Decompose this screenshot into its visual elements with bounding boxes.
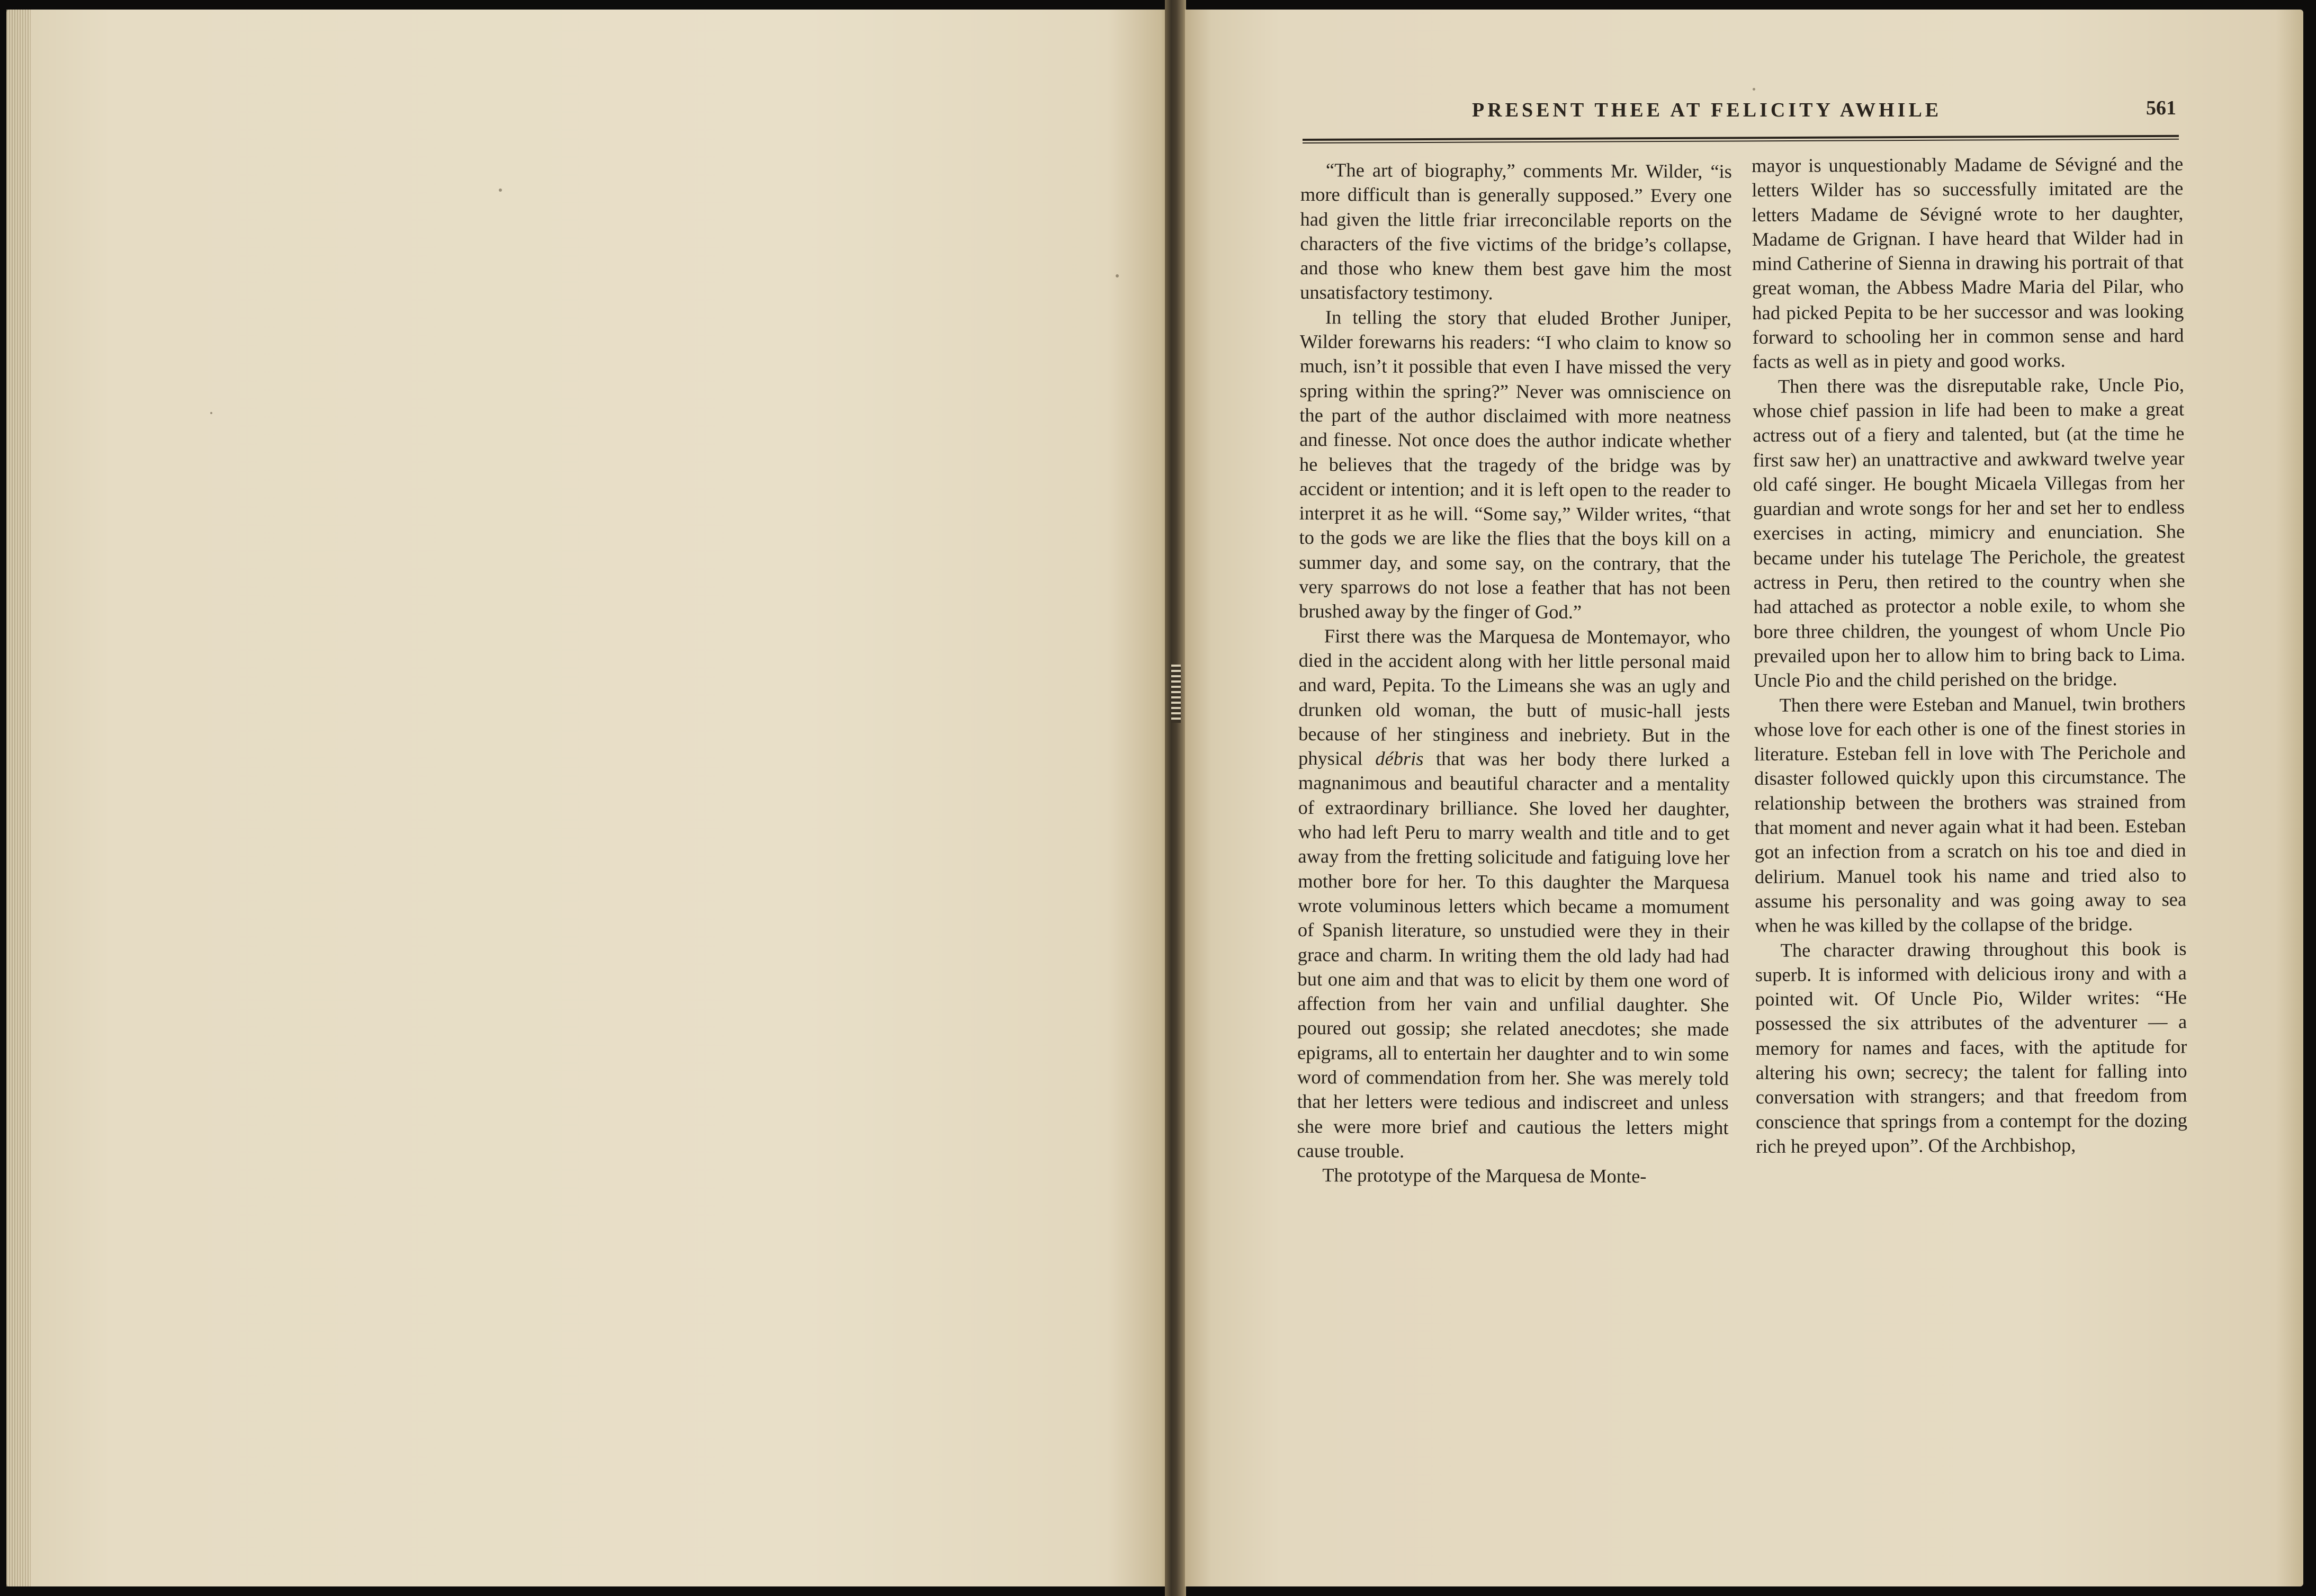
paragraph: The character drawing throughout this book is superb. It is informed with delicious irony and with a pointed wit. Of Uncle Pio, Wilder writes: “He possessed the six attributes of the adventurer — a memory for names and faces, with the aptitude for altering his own; secrecy; the talent for falling into conversation with strangers; and that freedom from conscience that springs from a contempt for the dozing rich he preyed upon”. Of the Archbishop, <box>1755 937 2188 1157</box>
paragraph-text: that was her body there lurked a magnanimous and beautiful character and a mentality of extraordinary brilliance. She loved her daughter, who had left Peru to marry wealth and title and to get away from the fretting solicitude and fatiguing love her mother bore for her. To this daughter the Marquesa wrote voluminous letters which became a momument of Spanish literature, so unstudied were they in their grace and charm. In writing them the old lady had had but one aim and that was to elicit by them one word of affection from her vain and unfilial daughter. She poured out gossip; she related anecdotes; she made epigrams, all to entertain her daughter and to win some word of commendation from her. She was merely told that her letters were tedious and indiscreet and unless she were more brief and cautious the letters might cause trouble. <box>1297 747 1730 1162</box>
text-column-right <box>1752 151 2187 1159</box>
paragraph <box>1297 624 1730 1164</box>
text-column-left <box>1297 158 1732 1189</box>
speck <box>1116 274 1119 277</box>
paragraph: The prototype of the Marquesa de Monte- <box>1322 1164 1647 1187</box>
page-edges <box>6 10 31 1586</box>
page-number: 561 <box>2146 97 2176 119</box>
left-page <box>6 10 1174 1586</box>
paragraph: Then there was the disreputable rake, Uncle Pio, whose chief passion in life had been to make a great actress out of a fiery and talented, but (at the time he first saw her) an unattractive and awkward twelve year old café singer. He bought Micaela Villegas from her guardian and wrote songs for her and set her to endless exercises in acting, mimicry and enunciation. She became under his tutelage The Perichole, the greatest actress in Peru, then retired to the country when she had attached as protector a noble exile, to whom she bore three children, the youngest of whom Uncle Pio prevailed upon her to allow him to bring back to Lima. Uncle Pio and the child perished on the bridge. <box>1753 373 2186 692</box>
paragraph-text: First there was the Marquesa de Montemayor, who died in the accident along with her little personal maid and ward, Pepita. To the Limeans she was an ugly and drunken old woman, the butt of music-hall jests because of her stinginess and inebriety. But in the physical <box>1298 624 1730 769</box>
paragraph: mayor is unquestionably Madame de Sévigné and the letters Wilder has so successfully imitated are the letters Madame de Sévigné wrote to her daughter, Madame de Grignan. I have heard that Wilder had in mind Catherine of Sienna in drawing his portrait of that great woman, the Abbess Madre Maria del Pilar, who had picked Pepita to be her successor and was looking forward to schooling her in common sense and hard facts as well as in piety and good works. <box>1752 153 2184 373</box>
speck <box>210 412 212 414</box>
running-head: PRESENT THEE AT FELICITY AWHILE <box>1472 99 1942 121</box>
paragraph: In telling the story that eluded Brother Juniper, Wilder forewarns his readers: “I who claim to know so much, isn’t it possible that even I have missed the very spring within the spring?” Never was omniscience on the part of the author disclaimed with more neatness and finesse. Not once does the author indicate whether he believes that the tragedy of the bridge was by accident or intention; and it is left open to the reader to interpret it as he will. “Some say,” Wilder writes, “that to the gods we are like the flies that the boys kill on a summer day, and some say, on the contrary, that the very sparrows do not lose a feather that has not been brushed away by the finger of God.” <box>1298 306 1732 623</box>
binding-stitches <box>1171 665 1181 723</box>
paragraph: Then there were Esteban and Manuel, twin brothers whose love for each other is one of the finest stories in literature. Esteban fell in love with The Perichole and disaster followed quickly upon this circumstance. The relationship between the brothers was strained from that moment and never again what it had been. Esteban got an infection from a scratch on his toe and died in delirium. Manuel took his name and tried also to assume his personality and was going away to sea when he was killed by the collapse of the bridge. <box>1754 692 2187 937</box>
book-gutter <box>1165 0 1186 1596</box>
speck <box>1753 88 1755 91</box>
italic-word: débris <box>1375 747 1424 769</box>
speck <box>499 189 502 192</box>
paragraph: “The art of biography,” comments Mr. Wilder, “is more difficult than is generally supposed.” Every one had given the little friar irreconcilable reports on the characters of the five victims of the bridge’s collapse, and those who knew them best gave him the most unsatisfactory testimony. <box>1300 159 1732 304</box>
